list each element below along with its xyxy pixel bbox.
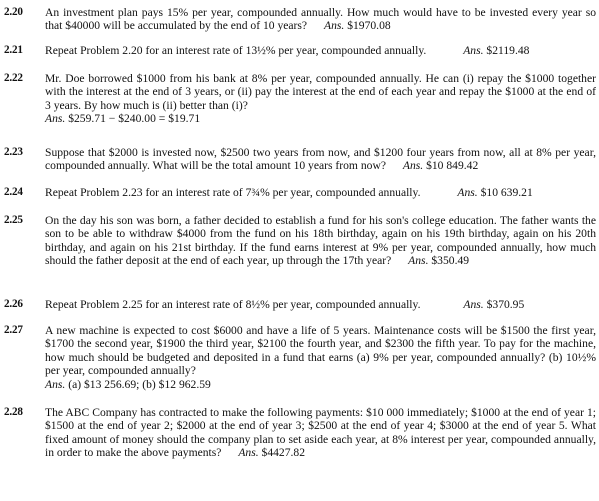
problem-2-26 (4, 298, 596, 311)
answer-label: Ans. (323, 19, 345, 33)
answer-label: Ans. (238, 446, 259, 460)
answer-label: Ans. (402, 159, 424, 173)
problem-statement-start: Repeat Problem 2.23 for an interest rate of 7 (45, 186, 252, 199)
problem-text (45, 44, 596, 57)
problem-number: 2.26 (4, 298, 23, 310)
problem-2-20 (4, 6, 596, 33)
problem-number: 2.25 (4, 214, 23, 226)
problem-2-22 (4, 72, 596, 126)
answer-value: $10 849.42 (426, 159, 479, 173)
answer-label: Ans. (408, 254, 429, 268)
answer-value: $370.95 (486, 298, 525, 311)
problem-statement: On the day his son was born, a father decided to establish a fund for his son's college education. The father wants the son to be able to withdraw $4000 from the fund on his 18th birthday, again on his 19th birthday, again on his 20th birthday, and again on his 21st birthday. If the fund earns interest at 9% per year, compounded annually, how much should the father deposit at the end of each year, up through the 17th year? (45, 214, 596, 268)
problem-statement: An investment plan pays 15% per year, compounded annually. How much would have to be invested every year so that $40000 will be accumulated by the end of 10 years? (45, 6, 596, 33)
answer-label: Ans. (457, 186, 478, 199)
problem-statement-end: % per year, compounded annually. (260, 186, 421, 199)
problem-number: 2.22 (4, 72, 23, 84)
problem-text (45, 6, 596, 33)
problem-text (45, 324, 596, 391)
answer-value: $350.49 (431, 254, 470, 268)
answer-value: $259.71 − $240.00 = $19.71 (68, 112, 201, 126)
problem-2-23 (4, 146, 596, 173)
problem-2-21 (4, 44, 596, 57)
answer-label: Ans. (463, 298, 484, 311)
problem-statement-start: Repeat Problem 2.25 for an interest rate of 8 (45, 298, 252, 311)
fraction: ½ (257, 44, 266, 57)
problem-2-25 (4, 214, 596, 268)
problem-statement: Suppose that $2000 is invested now, $2500 two years from now, and $1200 four years from now, all at 8% per year, compounded annually. What will be the total amount 10 years from now? (45, 146, 596, 173)
problem-text (45, 214, 596, 268)
problem-text (45, 298, 596, 311)
answer-label: Ans. (45, 112, 66, 126)
problem-statement-start: Repeat Problem 2.20 for an interest rate of 13 (45, 44, 258, 57)
problem-statement-end: % per year, compounded annually. (260, 298, 421, 311)
answer-value: $10 639.21 (480, 186, 533, 199)
problem-number: 2.27 (4, 324, 23, 336)
problem-text (45, 406, 596, 460)
problem-text (45, 146, 596, 173)
problem-statement: Mr. Doe borrowed $1000 from his bank at 8% per year, compounded annually. He can (i) repay the $1000 together with the interest at the end of 3 years, or (ii) pay the interest at the end of each year and repay the $1000 at the end of 3 years. By how much is (ii) better than (i)? (45, 72, 596, 112)
fraction: ½ (251, 298, 261, 311)
problem-statement-start: A new machine is expected to cost $6000 and have a life of 5 years. Maintenance costs will be $1500 the first year, $1700 the second year, $1900 the third year, $2100 the fourth year, and $2300 the fifth year. To pay for the machine, how much should be budgeted and deposited in a fund that earns (a) 9% per year, compounded annually? (b) 10 (45, 324, 596, 364)
fraction: ½ (577, 350, 587, 364)
answer-value: $1970.08 (347, 19, 391, 33)
problem-2-27 (4, 324, 596, 391)
fraction: ¾ (251, 186, 261, 199)
problem-statement-end: % per year, compounded annually. (265, 44, 427, 57)
answer-label: Ans. (45, 377, 66, 391)
answer-value: $2119.48 (486, 44, 530, 57)
problem-number: 2.20 (4, 6, 23, 18)
problem-number: 2.24 (4, 186, 23, 198)
problem-number: 2.23 (4, 146, 23, 158)
problem-text (45, 72, 596, 126)
answer-value: $4427.82 (261, 446, 306, 460)
problem-statement: The ABC Company has contracted to make the following payments: $10 000 immediately; $1000 at the end of year 1; $1500 at the end of year 2; $2000 at the end of year 3; $2500 at the end of year 4; $3000 at the end of year 5. What fixed amount of money should the company plan to set aside each year, at 8% interest per year, compounded annually, in order to make the above payments? (45, 406, 596, 460)
problem-text (45, 186, 596, 199)
problem-2-28 (4, 406, 596, 460)
answer-value: (a) $13 256.69; (b) $12 962.59 (68, 377, 211, 391)
problem-number: 2.21 (4, 44, 23, 56)
problem-statement-end: % per year, compounded annually? (45, 350, 596, 378)
answer-label: Ans. (463, 44, 484, 57)
problem-number: 2.28 (4, 406, 23, 418)
problem-2-24 (4, 186, 596, 199)
